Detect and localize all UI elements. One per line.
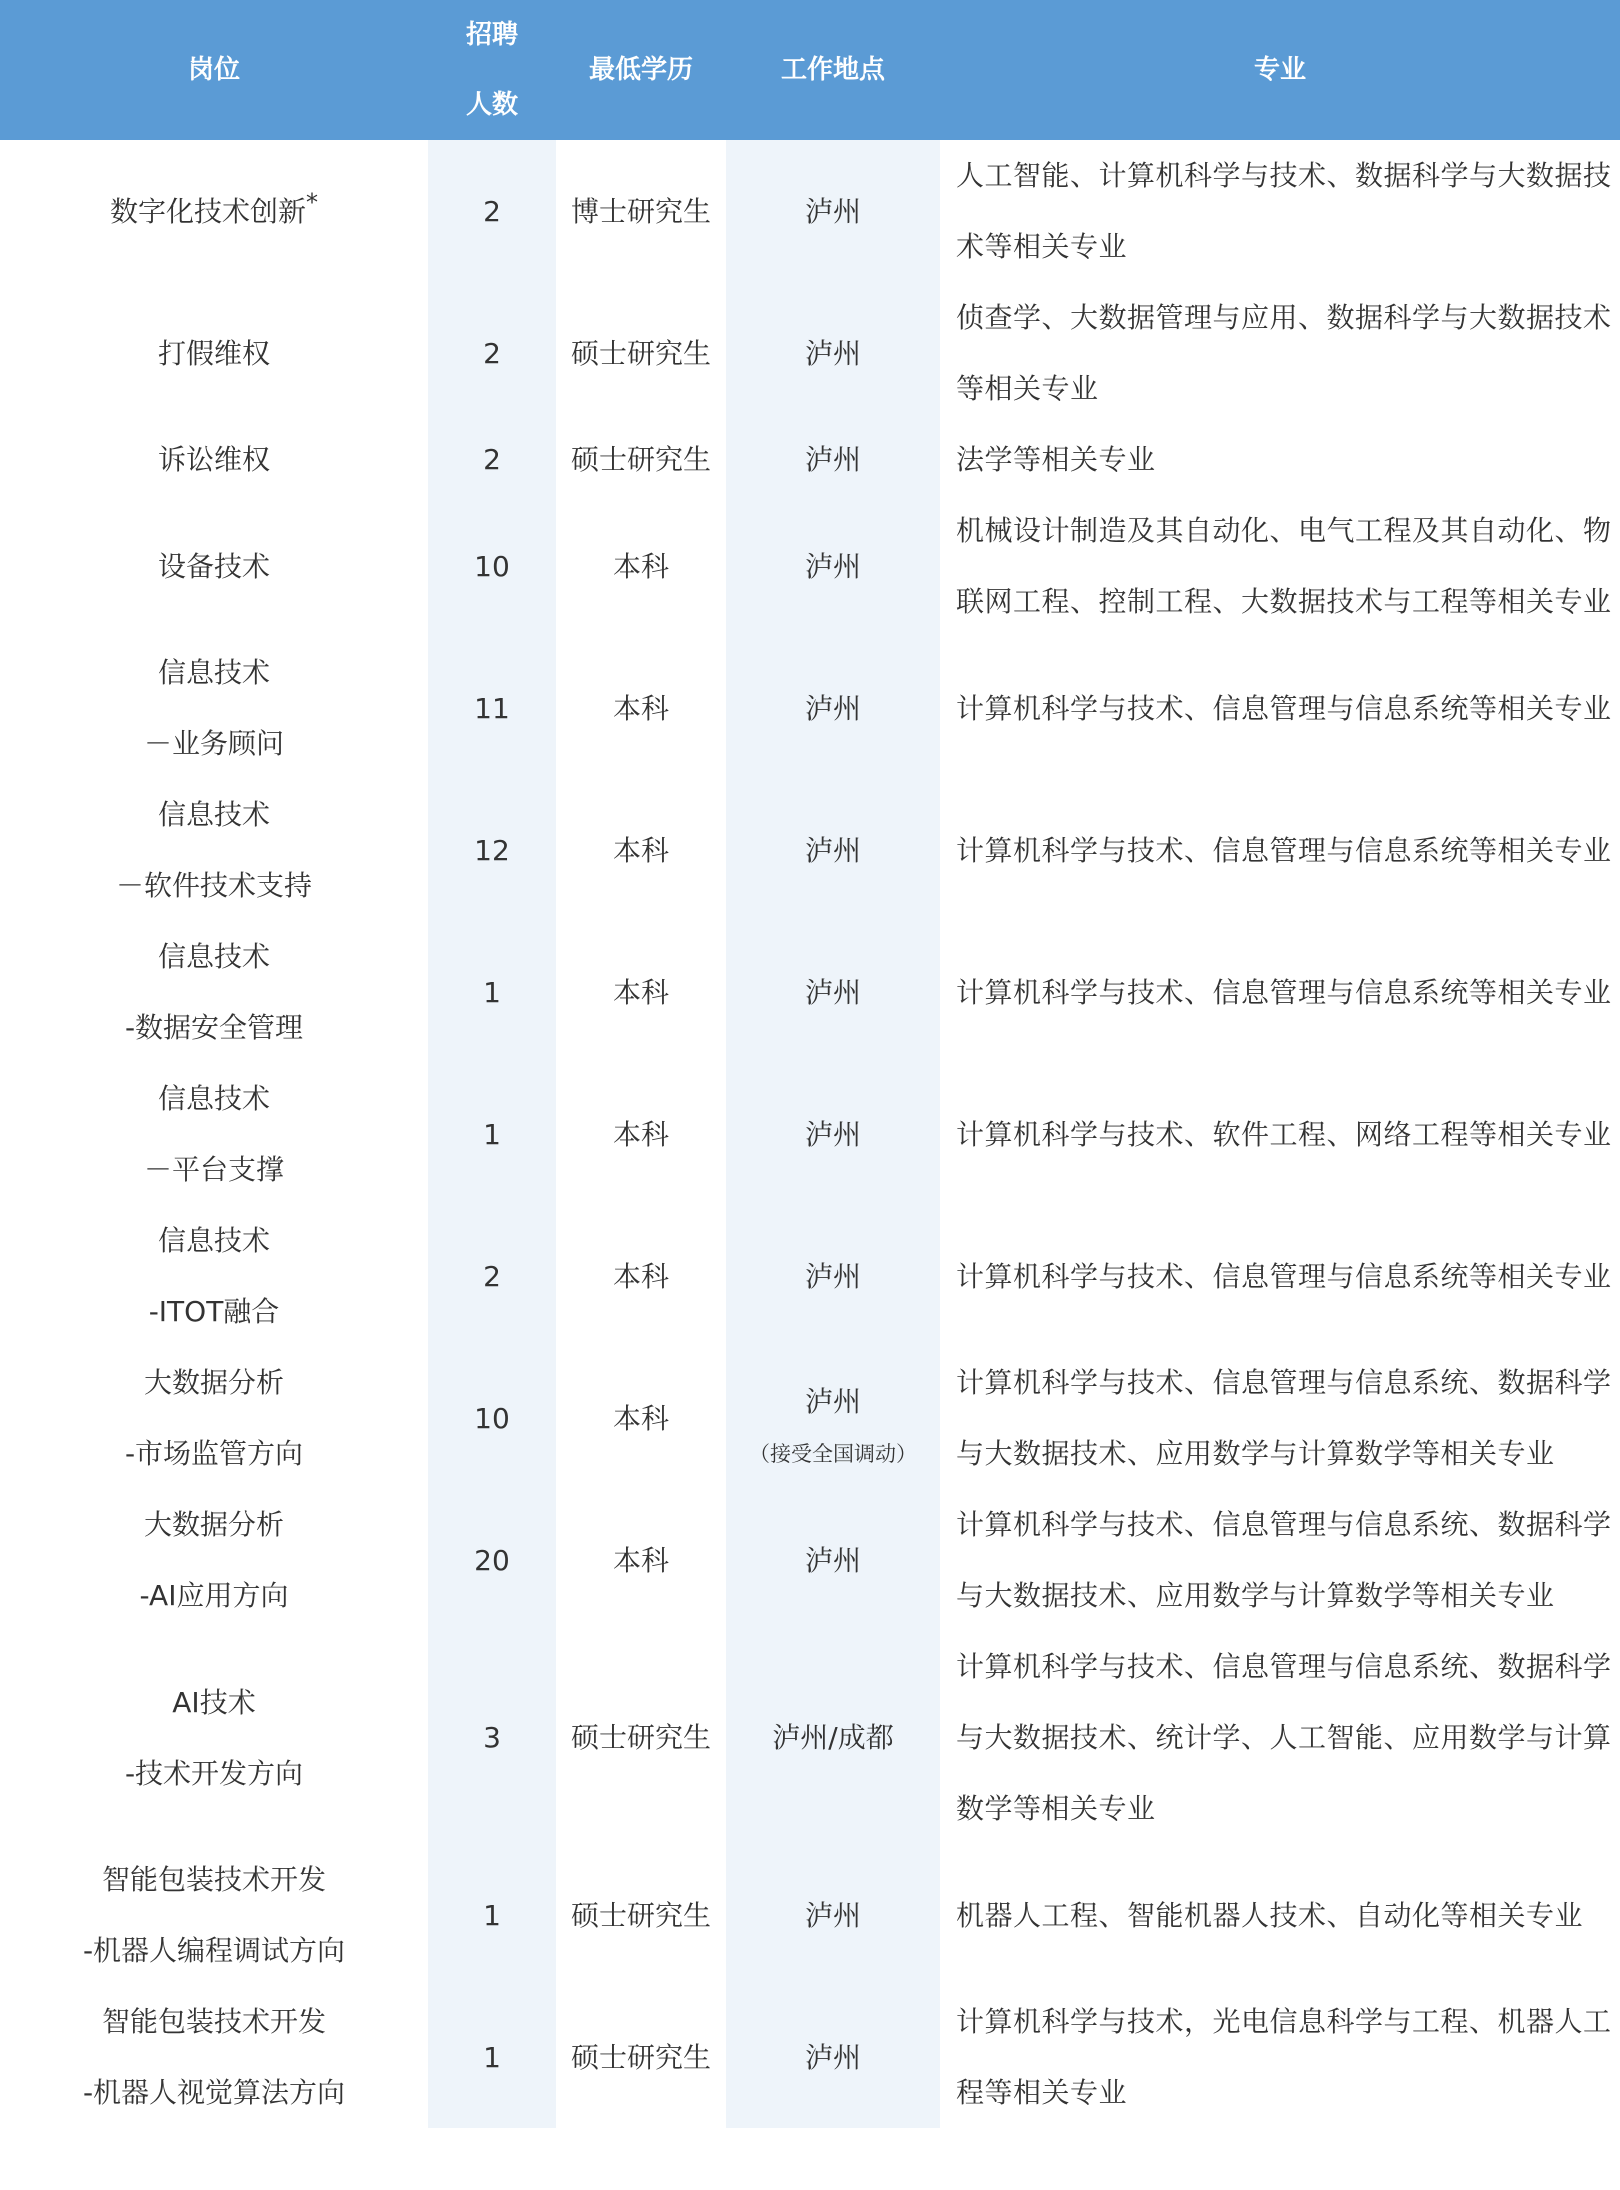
count-cell: 1 — [428, 1063, 556, 1205]
education-cell: 硕士研究生 — [570, 1721, 711, 1754]
location-cell: 泸州 — [726, 779, 940, 921]
count-cell: 2 — [428, 140, 556, 282]
major-line: 程等相关专业 — [956, 2076, 1128, 2109]
count-cell: 2 — [428, 1205, 556, 1347]
position-subtitle: -ITOT融合 — [148, 1295, 280, 1328]
major-line: 侦查学、大数据管理与应用、数据科学与大数据技术 — [956, 301, 1612, 334]
major-line: 计算机科学与技术，光电信息科学与工程、机器人工 — [956, 2005, 1612, 2038]
major-cell — [940, 1205, 1620, 1347]
position-cell — [0, 495, 428, 637]
education-cell: 本科 — [612, 833, 669, 867]
position-title: 打假维权 — [157, 336, 270, 370]
major-line: 与大数据技术、应用数学与计算数学等相关专业 — [956, 1437, 1555, 1470]
education-cell: 硕士研究生 — [570, 2040, 711, 2074]
count-cell: 2 — [428, 282, 556, 424]
education-cell: 本科 — [612, 1401, 669, 1435]
position-cell — [0, 637, 428, 779]
major-line: 与大数据技术、应用数学与计算数学等相关专业 — [956, 1579, 1555, 1612]
table-row — [0, 1489, 1620, 1631]
position-title: 大数据分析 — [143, 1508, 284, 1541]
count-cell: 1 — [428, 1844, 556, 1986]
table-row — [0, 1063, 1620, 1205]
position-cell — [0, 140, 428, 282]
header-education: 最低学历 — [556, 0, 726, 140]
table-row — [0, 921, 1620, 1063]
position-cell — [0, 1986, 428, 2128]
table-row — [0, 1347, 1620, 1489]
position-title: 诉讼维权 — [157, 443, 270, 476]
position-title-line — [0, 176, 428, 247]
major-cell — [940, 140, 1620, 282]
location-cell: 泸州 — [726, 495, 940, 637]
header-count-line1: 招聘 — [465, 20, 518, 50]
major-line: 计算机科学与技术、信息管理与信息系统等相关专业 — [956, 691, 1612, 725]
count-cell: 12 — [428, 779, 556, 921]
position-cell — [0, 779, 428, 921]
position-cell — [0, 1347, 428, 1489]
count-cell: 10 — [428, 495, 556, 637]
education-cell: 本科 — [612, 975, 669, 1009]
count-cell: 2 — [428, 424, 556, 495]
table-row — [0, 1631, 1620, 1844]
position-subtitle: －业务顾问 — [143, 727, 284, 760]
header-position: 岗位 — [0, 0, 428, 140]
table-row — [0, 1844, 1620, 1986]
position-cell — [0, 1205, 428, 1347]
major-cell — [940, 1631, 1620, 1844]
position-subtitle: -AI应用方向 — [139, 1579, 289, 1612]
table-row — [0, 495, 1620, 637]
major-cell — [940, 1063, 1620, 1205]
count-cell: 1 — [428, 921, 556, 1063]
position-cell — [0, 424, 428, 495]
major-cell — [940, 1489, 1620, 1631]
education-cell: 硕士研究生 — [570, 336, 711, 370]
position-cell — [0, 921, 428, 1063]
header-count — [428, 0, 556, 140]
location-cell: 泸州 — [726, 424, 940, 495]
location-cell — [726, 1347, 940, 1489]
position-subtitle: -机器人编程调试方向 — [82, 1934, 346, 1967]
location-note: （接受全国调动） — [749, 1441, 917, 1466]
position-title: 智能包装技术开发 — [101, 1863, 326, 1896]
position-cell — [0, 1063, 428, 1205]
table-row — [0, 424, 1620, 495]
major-cell — [940, 1844, 1620, 1986]
education-cell: 本科 — [612, 1259, 669, 1293]
major-line: 法学等相关专业 — [956, 443, 1156, 476]
education-cell: 本科 — [612, 549, 669, 583]
table-row — [0, 1986, 1620, 2128]
position-subtitle: -机器人视觉算法方向 — [82, 2076, 346, 2109]
location-cell: 泸州 — [726, 1489, 940, 1631]
major-cell — [940, 1347, 1620, 1489]
major-line: 数学等相关专业 — [956, 1792, 1156, 1825]
location-cell: 泸州 — [726, 921, 940, 1063]
position-cell — [0, 1631, 428, 1844]
major-cell — [940, 779, 1620, 921]
education-cell: 本科 — [612, 1117, 669, 1151]
education-cell: 硕士研究生 — [570, 443, 711, 476]
major-cell — [940, 1986, 1620, 2128]
major-line: 等相关专业 — [956, 372, 1099, 405]
header-location: 工作地点 — [726, 0, 940, 140]
count-cell: 11 — [428, 637, 556, 779]
table-row — [0, 637, 1620, 779]
location-cell: 泸州 — [726, 140, 940, 282]
header-count-line2: 人数 — [465, 90, 518, 120]
position-title: 数字化技术创新 — [109, 194, 306, 228]
major-cell — [940, 282, 1620, 424]
major-cell — [940, 921, 1620, 1063]
position-title: AI技术 — [172, 1685, 256, 1719]
position-subtitle: -数据安全管理 — [124, 1011, 304, 1044]
position-title: 信息技术 — [157, 1082, 270, 1115]
table-header-row — [0, 0, 1620, 140]
major-line: 计算机科学与技术、信息管理与信息系统等相关专业 — [956, 833, 1612, 867]
star-mark: * — [306, 188, 318, 217]
position-title: 设备技术 — [157, 549, 270, 583]
major-line: 术等相关专业 — [956, 230, 1128, 263]
location-cell: 泸州 — [726, 1205, 940, 1347]
position-title: 大数据分析 — [143, 1366, 284, 1399]
major-line: 与大数据技术、统计学、人工智能、应用数学与计算 — [956, 1721, 1612, 1754]
position-subtitle: －软件技术支持 — [115, 869, 312, 902]
position-subtitle: -技术开发方向 — [124, 1756, 304, 1790]
major-line: 机械设计制造及其自动化、电气工程及其自动化、物 — [956, 514, 1612, 547]
education-cell: 硕士研究生 — [570, 1898, 711, 1932]
position-title: 智能包装技术开发 — [101, 2005, 326, 2038]
major-cell — [940, 637, 1620, 779]
position-title: 信息技术 — [157, 1224, 270, 1257]
major-line: 计算机科学与技术、软件工程、网络工程等相关专业 — [956, 1117, 1612, 1151]
location-cell: 泸州 — [726, 282, 940, 424]
position-title: 信息技术 — [157, 940, 270, 973]
major-cell — [940, 495, 1620, 637]
major-line: 计算机科学与技术、信息管理与信息系统等相关专业 — [956, 1259, 1612, 1293]
location-text: 泸州 — [804, 1384, 861, 1418]
position-subtitle: －平台支撑 — [143, 1153, 284, 1186]
major-line: 计算机科学与技术、信息管理与信息系统、数据科学 — [956, 1508, 1612, 1541]
major-line: 人工智能、计算机科学与技术、数据科学与大数据技 — [956, 159, 1612, 192]
location-cell: 泸州 — [726, 637, 940, 779]
table-row — [0, 282, 1620, 424]
header-major: 专业 — [940, 0, 1620, 140]
education-cell: 博士研究生 — [570, 194, 711, 228]
position-cell — [0, 1844, 428, 1986]
major-cell — [940, 424, 1620, 495]
position-cell — [0, 1489, 428, 1631]
table-row — [0, 779, 1620, 921]
major-line: 机器人工程、智能机器人技术、自动化等相关专业 — [956, 1898, 1584, 1932]
table-row — [0, 1205, 1620, 1347]
table-row — [0, 140, 1620, 282]
location-cell: 泸州 — [726, 1063, 940, 1205]
major-line: 计算机科学与技术、信息管理与信息系统等相关专业 — [956, 975, 1612, 1009]
count-cell: 20 — [428, 1489, 556, 1631]
position-title: 信息技术 — [157, 798, 270, 831]
count-cell: 1 — [428, 1986, 556, 2128]
position-title: 信息技术 — [157, 656, 270, 689]
major-line: 联网工程、控制工程、大数据技术与工程等相关专业 — [956, 585, 1612, 618]
major-line: 计算机科学与技术、信息管理与信息系统、数据科学 — [956, 1650, 1612, 1683]
location-cell: 泸州 — [726, 1986, 940, 2128]
count-cell: 3 — [428, 1631, 556, 1844]
position-subtitle: -市场监管方向 — [124, 1437, 304, 1470]
position-cell — [0, 282, 428, 424]
education-cell: 本科 — [612, 691, 669, 725]
major-line: 计算机科学与技术、信息管理与信息系统、数据科学 — [956, 1366, 1612, 1399]
location-cell: 泸州/成都 — [726, 1631, 940, 1844]
location-cell: 泸州 — [726, 1844, 940, 1986]
education-cell: 本科 — [612, 1543, 669, 1577]
count-cell: 10 — [428, 1347, 556, 1489]
